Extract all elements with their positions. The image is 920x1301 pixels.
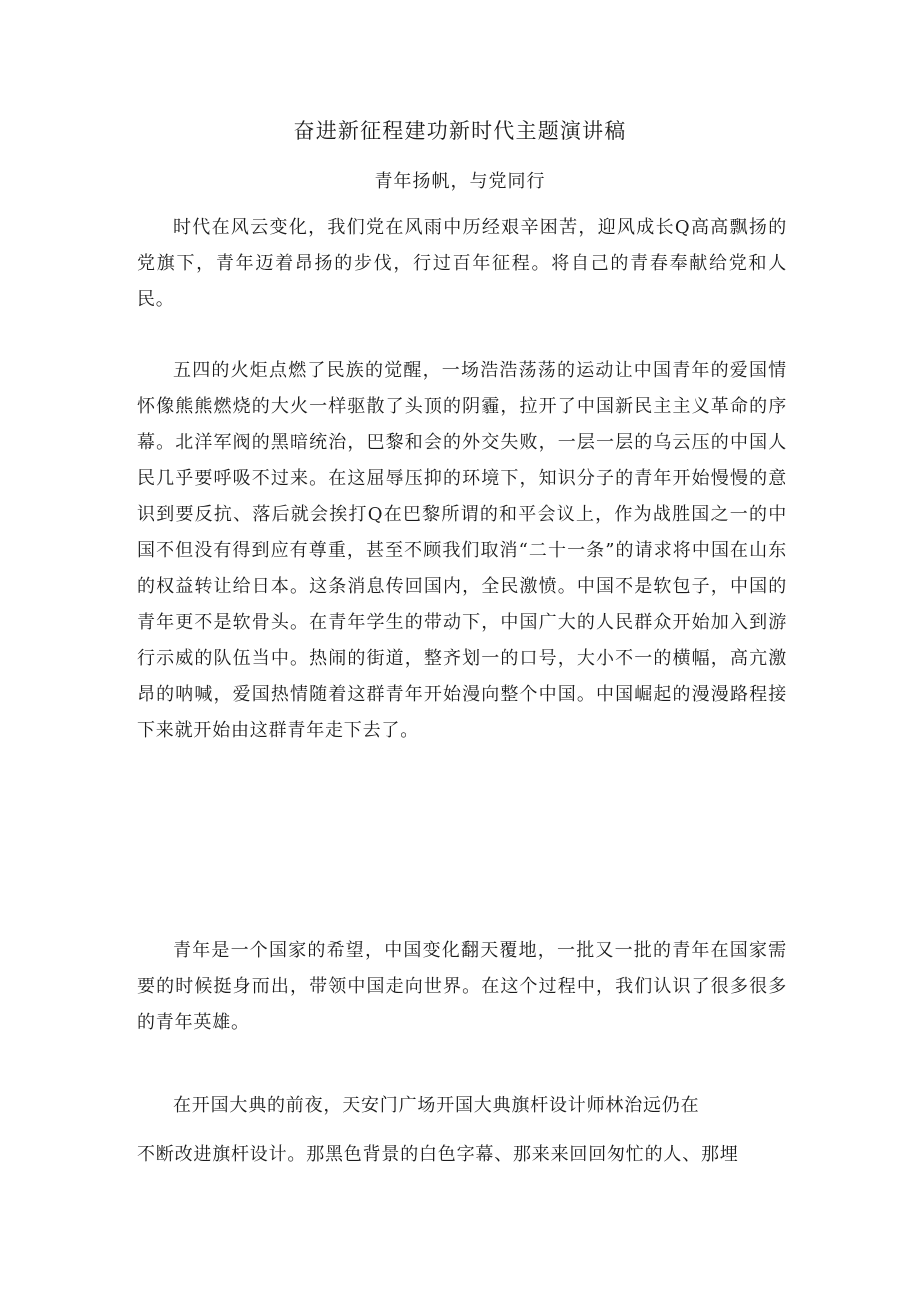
- paragraph-3: 青年是一个国家的希望，中国变化翻天覆地，一批又一批的青年在国家需要的时候挺身而出，带领中国走向世界。在这个过程中，我们认识了很多很多的青年英雄。: [137, 940, 787, 1033]
- paragraph-5: 不断改进旗杆设计。那黑色背景的白色字幕、那来来回回匆忙的人、那埋: [137, 1144, 739, 1165]
- document-title: 奋进新征程建功新时代主题演讲稿: [293, 119, 627, 143]
- paragraph-1: 时代在风云变化，我们党在风雨中历经艰辛困苦，迎风成长Q高高飘扬的党旗下，青年迈着昂扬的步伐，行过百年征程。将自己的青春奉献给党和人民。: [137, 217, 787, 310]
- document-subtitle: 青年扬帆，与党同行: [374, 171, 546, 192]
- paragraph-4: 在开国大典的前夜，天安门广场开国大典旗杆设计师林治远仍在: [173, 1095, 700, 1116]
- paragraph-2: 五四的火炬点燃了民族的觉醒，一场浩浩荡荡的运动让中国青年的爱国情怀像熊熊燃烧的大火一样驱散了头顶的阴霾，拉开了中国新民主主义革命的序幕。北洋军阀的黑暗统治，巴黎和会的外交失败，一层一层的乌云压的中国人民几乎要呼吸不过来。在这屈辱压抑的环境下，知识分子的青年开始慢慢的意识到要反抗、落后就会挨打Q在巴黎所谓的和平会议上，作为战胜国之一的中国不但没有得到应有尊重，甚至不顾我们取消“二十一条”的请求将中国在山东的权益转让给日本。这条消息传回国内，全民激愤。中国不是软包子，中国的青年更不是软骨头。在青年学生的带动下，中国广大的人民群众开始加入到游行示威的队伍当中。热闹的街道，整齐划一的口号，大小不一的横幅，高亢激昂的呐喊，爱国热情随着这群青年开始漫向整个中国。中国崛起的漫漫路程接下来就开始由这群青年走下去了。: [137, 360, 787, 741]
